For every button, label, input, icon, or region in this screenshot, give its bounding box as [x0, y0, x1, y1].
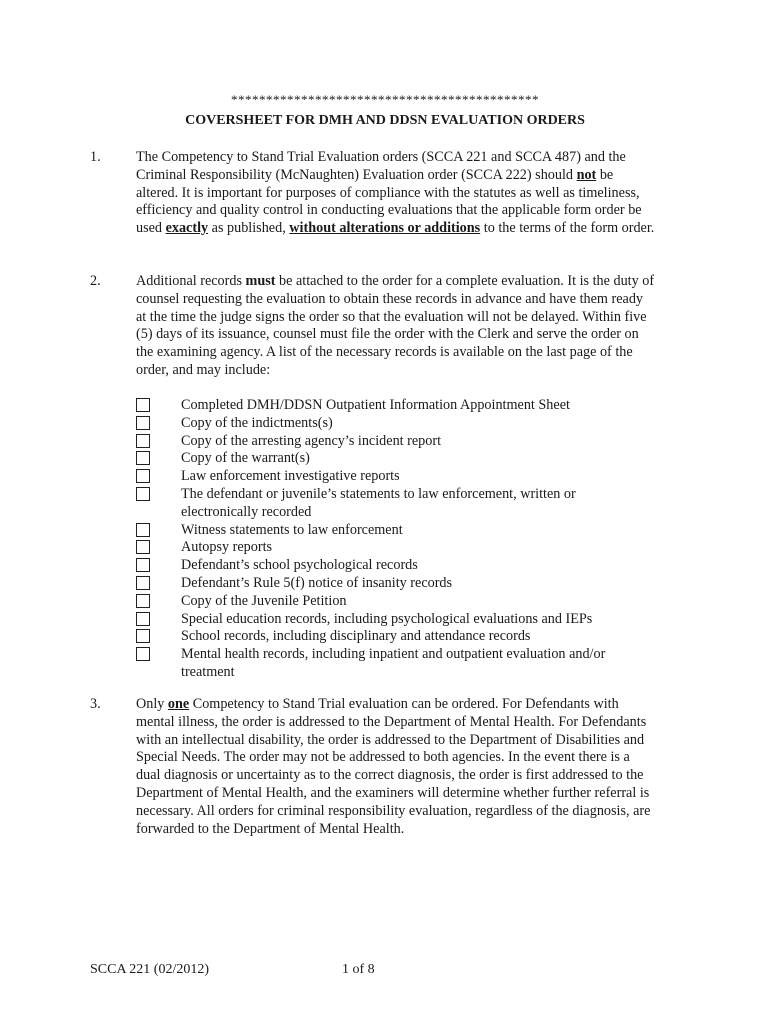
checklist-item[interactable]: Copy of the warrant(s) — [136, 450, 656, 468]
item-text: The Competency to Stand Trial Evaluation orders (SCCA 221 and SCCA 487) and the Criminal Responsibility (McNaughten) Evaluation order (SCCA 222) should not be altered. It is important for purposes of compliance with the statutes as well as timeliness, efficiency and quality control in conducting evaluations that the applicable form order be used exactly as published, without alterations or additions to the terms of the form order. — [136, 149, 655, 237]
item-text: Additional records must be attached to the order for a complete evaluation. It is the duty of counsel requesting the evaluation to obtain these records in advance and have them ready at the time the judge signs the order so that the evaluation will not be delayed. Within five (5) days of its issuance, counsel must file the order with the Clerk and serve the order on the examining agency. A list of the necessary records is available on the last page of the order, and may include: — [136, 273, 655, 378]
checklist-item[interactable]: The defendant or juvenile’s statements to law enforcement, written or electronically recorded — [136, 486, 656, 522]
item-number: 3. — [90, 696, 101, 712]
emphasis-one: one — [167, 696, 190, 712]
checkbox[interactable] — [136, 629, 150, 643]
checklist-item[interactable]: Defendant’s Rule 5(f) notice of insanity records — [136, 575, 656, 593]
checkbox[interactable] — [136, 540, 150, 554]
checklist-item[interactable]: Completed DMH/DDSN Outpatient Information Appointment Sheet — [136, 397, 656, 415]
checkbox[interactable] — [136, 576, 150, 590]
header-stars: ******************************************** — [231, 92, 539, 107]
records-checklist — [136, 397, 656, 682]
checkbox[interactable] — [136, 398, 150, 412]
checkbox[interactable] — [136, 594, 150, 608]
page-number: 1 of 8 — [342, 962, 375, 977]
checklist-item[interactable]: Copy of the arresting agency’s incident report — [136, 433, 656, 451]
checklist-item[interactable]: Witness statements to law enforcement — [136, 522, 656, 540]
checkbox[interactable] — [136, 523, 150, 537]
checklist-item[interactable]: Copy of the indictments(s) — [136, 415, 656, 433]
emphasis-must: must — [245, 273, 276, 289]
checkbox[interactable] — [136, 647, 150, 661]
emphasis-without-alterations: without alterations or additions — [289, 220, 481, 237]
item-text: Only one Competency to Stand Trial evaluation can be ordered. For Defendants with mental illness, the order is addressed to the Department of Mental Health. For Defendants with an intellectual disability, the order is addressed to the Department of Disabilities and Special Needs. The order may not be addressed to both agencies. In the event there is a dual diagnosis or uncertainty as to the correct diagnosis, the order is first addressed to the Department of Mental Health, and the examiners will determine whether further referral is necessary. All orders for criminal responsibility evaluation, regardless of the diagnosis, are forwarded to the Department of Mental Health. — [136, 696, 651, 837]
form-id: SCCA 221 (02/2012) — [90, 962, 210, 977]
checklist-item[interactable]: Law enforcement investigative reports — [136, 468, 656, 486]
checklist-item[interactable]: Defendant’s school psychological records — [136, 557, 656, 575]
checklist-item[interactable]: Copy of the Juvenile Petition — [136, 593, 656, 611]
checkbox[interactable] — [136, 558, 150, 572]
item-number: 2. — [90, 273, 101, 289]
checkbox[interactable] — [136, 434, 150, 448]
checkbox[interactable] — [136, 469, 150, 483]
emphasis-not: not — [576, 166, 597, 183]
checkbox[interactable] — [136, 451, 150, 465]
checkbox[interactable] — [136, 416, 150, 430]
page-title: COVERSHEET FOR DMH AND DDSN EVALUATION ORDERS — [185, 113, 585, 128]
checkbox[interactable] — [136, 487, 150, 501]
checklist-item[interactable]: Mental health records, including inpatient and outpatient evaluation and/or treatment — [136, 646, 656, 682]
checklist-item[interactable]: School records, including disciplinary and attendance records — [136, 628, 656, 646]
checklist-item[interactable]: Autopsy reports — [136, 539, 656, 557]
emphasis-exactly: exactly — [165, 220, 209, 237]
checkbox[interactable] — [136, 612, 150, 626]
item-number: 1. — [90, 149, 101, 165]
checklist-item[interactable]: Special education records, including psychological evaluations and IEPs — [136, 611, 656, 629]
